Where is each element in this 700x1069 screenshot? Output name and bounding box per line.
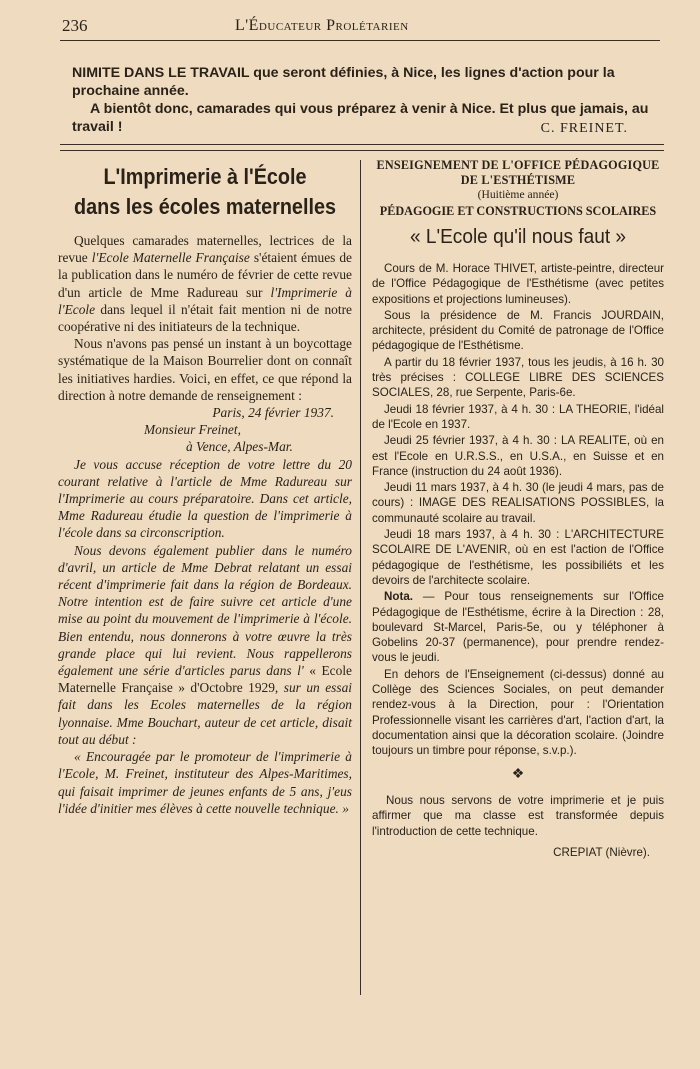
intro-line1: que seront définies, à Nice, les lignes d'action pour la prochaine année.: [72, 65, 615, 99]
left-paragraph: Nous n'avons pas pensé un instant à un boycottage systématique de la Maison Bourrelier dont on connaît les initiatives hardies. Voici, en effet, ce que répond la direction à notre demande de renseignement :: [58, 336, 352, 403]
intro-bold-lead: NIMITE DANS LE TRAVAIL: [72, 65, 250, 81]
right-paragraph: Sous la présidence de M. Francis JOURDAIN, architecte, président du Comité de patronage de l'Office pédagogique de l'Esthétisme.: [372, 308, 664, 353]
right-paragraph: Jeudi 18 mars 1937, à 4 h. 30 : L'ARCHITECTURE SCOLAIRE DE L'AVENIR, où en est l'action de l'Office pédagogique de l'esthétisme, les possibiliéts et les devoirs de l'architecte scolaire.: [372, 528, 664, 587]
right-paragraph: En dehors de l'Enseignement (ci-dessus) donné au Collège des Sciences Sociales, on peut demander rendez-vous à la Direction, pour : l'Orientation Professionnelle visant les carrières d'art, l'action d'art, la documentation ainsi que la décoration scolaire. (Joindre toujours un timbre pour réponse, s.v.p.).: [372, 667, 664, 758]
right-paragraph: [372, 589, 664, 665]
letter-address: à Vence, Alpes-Mar.: [186, 439, 293, 455]
letter-quote: « Encouragée par le promoteur de l'imprimerie à l'Ecole, M. Freinet, instituteur des Alpes-Maritimes, qui faisait imprimer de jeunes enfants de 5 ans, j'eus l'idée d'initier mes élèves à cette nouvelle technique. »: [58, 749, 352, 816]
right-heading: ENSEIGNEMENT DE L'OFFICE PÉDAGOGIQUE DE L'ESTHÉTISME: [376, 158, 660, 187]
left-title-line2: dans les écoles maternelles: [74, 194, 336, 219]
intro-signature: C. FREINET.: [540, 121, 628, 136]
text-run: l'Imprimerie à l'Ecole: [58, 284, 352, 317]
text-run: s'étaient émues de la publication dans le numéro de février de cette revue d'un article de Mme Radureau sur: [58, 250, 352, 300]
text-run: « Ecole Maternelle Française » d'Octobre 1929,: [58, 663, 352, 696]
page-number: 236: [62, 16, 88, 35]
right-section-heading: PÉDAGOGIE ET CONSTRUCTIONS SCOLAIRES: [379, 204, 657, 218]
left-article: [58, 162, 352, 817]
column-divider: [360, 160, 361, 995]
left-article-body: [58, 232, 352, 817]
left-article-title: [73, 162, 338, 222]
right-paragraph: Cours de M. Horace THIVET, artiste-peintre, directeur de l'Office Pédagogique de l'Esthétisme (avec petites expositions et projections lumineuses).: [372, 262, 664, 306]
text-run: dans lequel il n'était fait mention ni de notre coopérative ni des initiateurs de la technique.: [58, 301, 352, 335]
left-paragraph: [58, 232, 352, 335]
right-paragraph: Jeudi 18 février 1937, à 4 h. 30 : LA THEORIE, l'idéal de l'Ecole en 1937.: [372, 402, 664, 431]
text-run: — Pour tous renseignements sur l'Office Pédagogique de l'Esthétisme, écrire à la Direction : 28, boulevard St-Marcel, Paris-5e, ou y téléphoner à Gobelins 20-37 (permanence), pour prendre rendez-vous le jeudi.: [372, 590, 664, 665]
reader-note-text: Nous nous servons de votre imprimerie et je puis affirmer que ma classe est transformée depuis l'introduction de cette technique.: [372, 793, 664, 838]
text-run: sur un essai fait dans les Ecoles maternelles de la région lyonnaise. Mme Bouchart, auteur de cet article, disait tout au début :: [58, 680, 352, 747]
right-article-body: [372, 261, 664, 759]
left-title-line1: L'Imprimerie à l'École: [103, 164, 307, 189]
right-subheading: (Huitième année): [477, 188, 559, 201]
intro-paragraph: [72, 64, 656, 136]
nota-label: Nota.: [384, 590, 413, 604]
text-run: l'Ecole Maternelle Française: [91, 250, 250, 266]
letter-paragraph: Je vous accuse réception de votre lettre du 20 courant relative à l'article de Mme Radureau sur l'Imprimerie au cours préparatoire. Dans cet article, Mme Radureau étudie la question de l'imprimerie à l'école dans sa circonscription.: [58, 456, 352, 541]
intro-line2: A bientôt donc, camarades qui vous préparez à venir à Nice. Et plus que jamais, au travail !: [72, 101, 649, 135]
reader-note-signature: CREPIAT (Nièvre).: [553, 846, 650, 860]
section-double-rule: [60, 144, 664, 151]
right-article-title: « L'Ecole qu'il nous faut »: [409, 225, 627, 248]
letter-paragraph: [58, 542, 352, 748]
right-article: [372, 158, 664, 861]
header-rule: [60, 40, 660, 41]
letter-addressee: Monsieur Freinet,: [144, 422, 241, 438]
page-header: [60, 14, 660, 38]
right-paragraph: Jeudi 11 mars 1937, à 4 h. 30 (le jeudi 4 mars, pas de cours) : IMAGE DES REALISATIONS POSSIBLES, la communauté scolaire au travail.: [372, 481, 664, 525]
right-paragraph: A partir du 18 février 1937, tous les jeudis, à 16 h. 30 très précises : COLLEGE LIBRE DES SCIENCES SOCIALES, 28, rue Serpente, Paris-6e.: [372, 355, 664, 400]
ornament-icon: ❖: [511, 766, 525, 782]
text-run: Quelques camarades maternelles, lectrices de la revue: [58, 233, 352, 266]
right-paragraph: Jeudi 25 février 1937, à 4 h. 30 : LA REALITE, où en est l'Ecole en U.R.S.S., en U.S.A., en Suisse et en France (instruction du 24 août 1936).: [372, 434, 664, 478]
journal-title: L'Éducateur Prolétarien: [235, 17, 409, 34]
text-run: Nous devons également publier dans le numéro d'avril, un article de Mme Debrat relatant un essai récent d'imprimerie fait dans la région de Bordeaux. Notre intention est de faire suivre cet article d'une mise au point du mouvement de l'imprimerie à l'école. Bien entendu, nous donnerons à votre œuvre la très grande place qui lui revient. Nous rappellerons également une série d'articles parus dans l': [58, 542, 352, 679]
reader-note: [372, 793, 664, 861]
letter-date: Paris, 24 février 1937.: [212, 405, 334, 421]
